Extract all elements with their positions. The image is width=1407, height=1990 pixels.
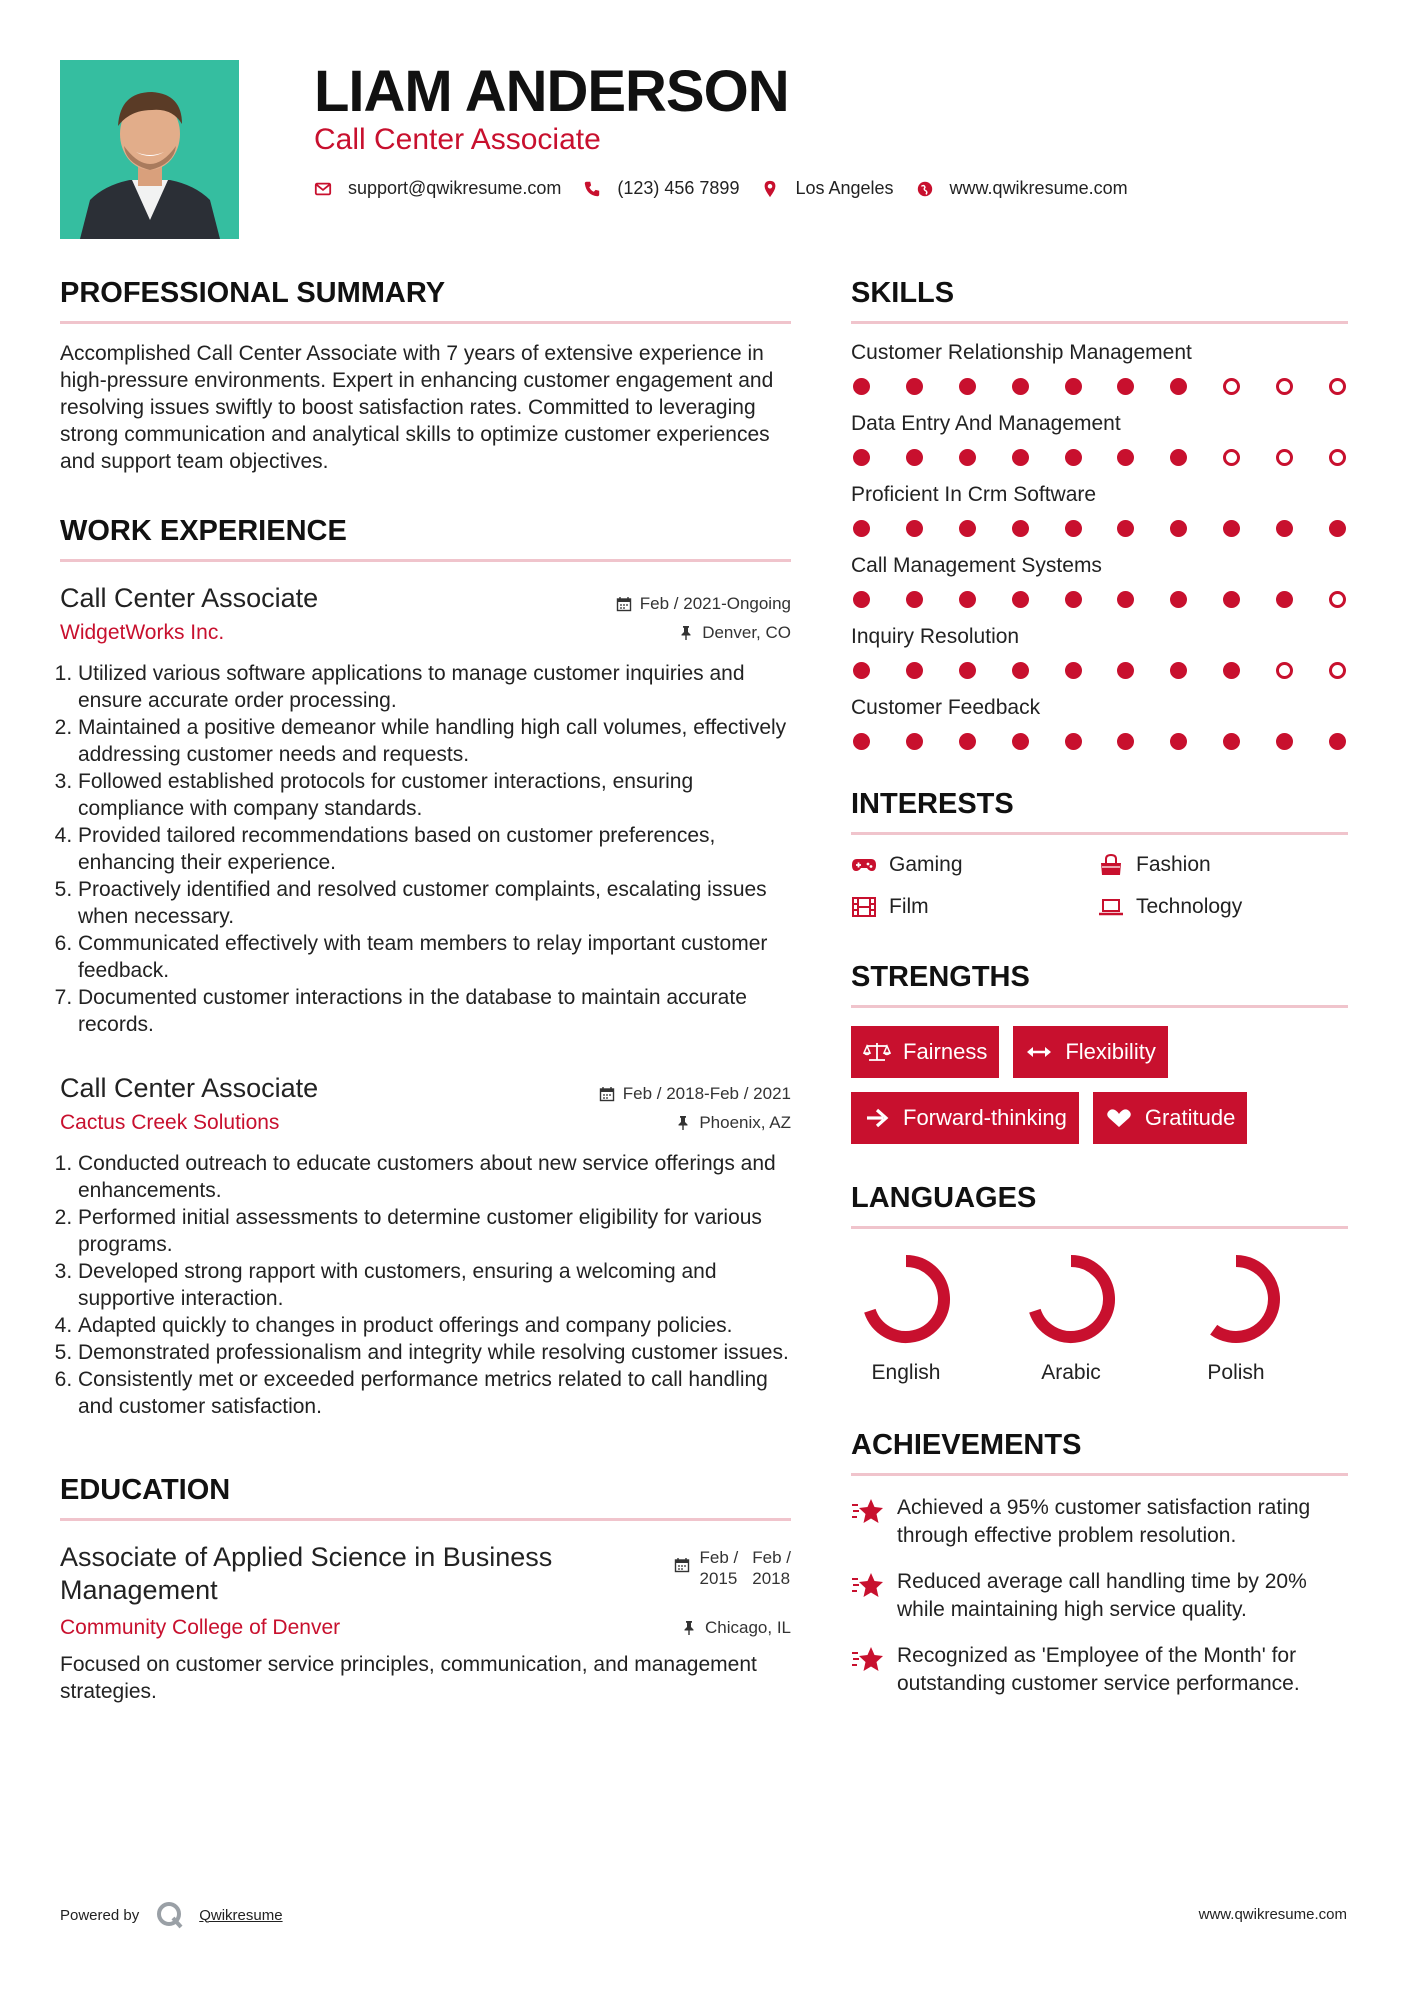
interests-heading: INTERESTS <box>851 786 1348 835</box>
rating-dot-filled <box>1117 733 1134 750</box>
rating-dot-filled <box>1223 591 1240 608</box>
skill-item <box>851 553 1348 608</box>
job-date <box>616 594 791 614</box>
list-item: 1. Utilized various software applications to manage customer inquiries and ensure accurate order processing. <box>78 660 791 714</box>
rating-dot-filled <box>1276 591 1293 608</box>
languages-list <box>851 1249 1348 1385</box>
rating-dot-filled <box>906 378 923 395</box>
start-year: 2015 <box>699 1569 738 1588</box>
heart-icon <box>1105 1107 1133 1129</box>
language-item <box>851 1249 1016 1385</box>
laptop-icon <box>1098 896 1124 918</box>
brand-link[interactable]: Qwikresume <box>199 1906 283 1924</box>
qwikresume-logo-icon <box>155 1900 185 1930</box>
rating-dot-filled <box>1065 520 1082 537</box>
phone-text: (123) 456 7899 <box>617 178 740 198</box>
rating-dot-filled <box>1329 733 1346 750</box>
pushpin-icon <box>681 1620 697 1636</box>
summary-heading: PROFESSIONAL SUMMARY <box>60 275 791 324</box>
job-bullets <box>60 660 791 1038</box>
rating-dot-filled <box>1012 733 1029 750</box>
language-name: English <box>871 1361 941 1384</box>
interest-item <box>1098 853 1348 877</box>
list-item: 4. Adapted quickly to changes in product offerings and company policies. <box>78 1312 791 1339</box>
job-location-text: Phoenix, AZ <box>699 1113 791 1132</box>
language-name: Polish <box>1207 1361 1265 1384</box>
skill-name: Call Management Systems <box>851 554 1102 577</box>
job-date <box>599 1084 791 1104</box>
rating-dot-empty <box>1329 378 1346 395</box>
rating-dot-filled <box>1170 662 1187 679</box>
rating-dot-filled <box>906 591 923 608</box>
language-level-ring <box>1021 1249 1121 1349</box>
rating-dot-filled <box>1329 520 1346 537</box>
job-location <box>678 623 791 643</box>
rating-dot-filled <box>959 378 976 395</box>
rating-dot-empty <box>1223 378 1240 395</box>
strength-label: Flexibility <box>1065 1039 1156 1064</box>
company-name: Cactus Creek Solutions <box>60 1111 280 1134</box>
rating-dot-filled <box>1012 662 1029 679</box>
globe-icon <box>916 180 934 198</box>
start-month: Feb / <box>699 1548 739 1567</box>
rating-dot-filled <box>906 733 923 750</box>
arrows-horizontal-icon <box>1025 1041 1053 1063</box>
gamepad-icon <box>851 854 877 876</box>
job-title: Call Center Associate <box>60 583 319 613</box>
job-date-text: Feb / 2021-Ongoing <box>639 594 791 613</box>
school-location-text: Chicago, IL <box>705 1618 791 1637</box>
language-item <box>1016 1249 1181 1385</box>
interest-label: Fashion <box>1136 853 1211 876</box>
rating-dot-filled <box>853 662 870 679</box>
education-dates <box>674 1547 792 1589</box>
contact-email[interactable] <box>314 178 561 199</box>
rating-dot-filled <box>1117 662 1134 679</box>
rating-dot-filled <box>1170 378 1187 395</box>
calendar-icon <box>599 1086 615 1102</box>
website-text: www.qwikresume.com <box>949 178 1128 198</box>
star-badge-icon <box>851 1496 885 1526</box>
end-month: Feb / <box>752 1548 791 1567</box>
interest-label: Technology <box>1136 895 1243 918</box>
strength-tag <box>1013 1026 1167 1078</box>
language-level-arc <box>1035 1261 1109 1337</box>
envelope-icon <box>314 180 332 198</box>
rating-dot-filled <box>959 733 976 750</box>
rating-dot-filled <box>1223 733 1240 750</box>
rating-dot-empty <box>1329 591 1346 608</box>
rating-dot-filled <box>1065 733 1082 750</box>
list-item: 7. Documented customer interactions in the database to maintain accurate records. <box>78 984 791 1038</box>
job-title: Call Center Associate <box>60 1073 319 1103</box>
rating-dot-empty <box>1329 662 1346 679</box>
list-item: 2. Maintained a positive demeanor while handling high call volumes, effectively addressing customer needs and requests. <box>78 714 791 768</box>
school-location <box>681 1618 791 1638</box>
skill-rating <box>851 733 1348 750</box>
avatar <box>60 60 239 239</box>
achievements-heading: ACHIEVEMENTS <box>851 1427 1348 1476</box>
calendar-icon <box>674 1557 690 1573</box>
map-pin-icon <box>761 180 779 198</box>
job-entry <box>60 1072 791 1420</box>
job-date-text: Feb / 2018-Feb / 2021 <box>622 1084 791 1103</box>
skill-item <box>851 624 1348 679</box>
rating-dot-filled <box>906 662 923 679</box>
skill-rating <box>851 378 1348 395</box>
strengths-list <box>851 1012 1348 1144</box>
rating-dot-filled <box>1065 591 1082 608</box>
achievement-item <box>851 1494 1348 1550</box>
list-item: 6. Communicated effectively with team members to relay important customer feedback. <box>78 930 791 984</box>
interest-label: Gaming <box>889 853 963 876</box>
job-location <box>675 1113 791 1133</box>
phone-icon <box>583 180 601 198</box>
rating-dot-filled <box>1012 378 1029 395</box>
start-date <box>700 1547 739 1589</box>
rating-dot-filled <box>1065 378 1082 395</box>
language-level-arc <box>870 1261 944 1337</box>
strength-tag <box>1093 1092 1248 1144</box>
rating-dot-filled <box>959 449 976 466</box>
email-text: support@qwikresume.com <box>348 178 562 198</box>
rating-dot-empty <box>1276 449 1293 466</box>
rating-dot-filled <box>1012 591 1029 608</box>
skill-item <box>851 411 1348 466</box>
language-level-ring <box>1186 1249 1286 1349</box>
footer-website[interactable]: www.qwikresume.com <box>1198 1906 1347 1923</box>
skill-rating <box>851 662 1348 679</box>
languages-heading: LANGUAGES <box>851 1180 1348 1229</box>
skill-item <box>851 695 1348 750</box>
skill-rating <box>851 449 1348 466</box>
interest-item <box>1098 895 1348 919</box>
summary-text: Accomplished Call Center Associate with 7 years of extensive experience in high-pressure environments. Expert in enhancing customer engagement and resolving issues swiftly to boost satisfaction rates. Committed to leveraging strong communication and analytical skills to optimize customer experiences and support team objectives. <box>60 342 774 473</box>
skill-name: Data Entry And Management <box>851 412 1121 435</box>
rating-dot-empty <box>1276 378 1293 395</box>
interest-item <box>851 895 1098 919</box>
list-item: 5. Demonstrated professionalism and integrity while resolving customer issues. <box>78 1339 791 1366</box>
rating-dot-filled <box>1223 520 1240 537</box>
skills-heading: SKILLS <box>851 275 1348 324</box>
rating-dot-filled <box>906 449 923 466</box>
list-item: 3. Developed strong rapport with customers, ensuring a welcoming and supportive interaction. <box>78 1258 791 1312</box>
skill-name: Customer Relationship Management <box>851 341 1192 364</box>
skill-name: Inquiry Resolution <box>851 625 1020 648</box>
rating-dot-filled <box>1117 591 1134 608</box>
rating-dot-filled <box>1276 733 1293 750</box>
location-text: Los Angeles <box>795 178 894 198</box>
left-column <box>60 275 791 1705</box>
strengths-heading: STRENGTHS <box>851 959 1348 1008</box>
list-item: 6. Consistently met or exceeded performance metrics related to call handling and customer satisfaction. <box>78 1366 791 1420</box>
candidate-title: Call Center Associate <box>314 123 601 156</box>
strength-tag <box>851 1092 1079 1144</box>
rating-dot-filled <box>853 591 870 608</box>
education-description: Focused on customer service principles, communication, and management strategies. <box>60 1653 757 1703</box>
rating-dot-filled <box>853 449 870 466</box>
rating-dot-filled <box>1170 520 1187 537</box>
skill-item <box>851 482 1348 537</box>
shopping-bag-icon <box>1098 854 1124 876</box>
experience-heading: WORK EXPERIENCE <box>60 513 791 562</box>
achievement-text: Achieved a 95% customer satisfaction rating through effective problem resolution. <box>897 1496 1311 1547</box>
rating-dot-filled <box>853 520 870 537</box>
strength-label: Gratitude <box>1144 1105 1236 1130</box>
skill-rating <box>851 591 1348 608</box>
contact-bar <box>314 178 1150 199</box>
balance-scale-icon <box>863 1041 891 1063</box>
rating-dot-filled <box>1170 591 1187 608</box>
rating-dot-filled <box>959 662 976 679</box>
job-location-text: Denver, CO <box>702 623 791 642</box>
company-name: WidgetWorks Inc. <box>60 621 225 644</box>
rating-dot-filled <box>1117 449 1134 466</box>
skill-name: Proficient In Crm Software <box>851 483 1097 506</box>
language-level-ring <box>856 1249 956 1349</box>
arrow-right-icon <box>863 1107 891 1129</box>
skill-rating <box>851 520 1348 537</box>
contact-location <box>761 178 893 199</box>
right-column <box>851 275 1348 1698</box>
rating-dot-filled <box>1223 662 1240 679</box>
skills-list <box>851 340 1348 750</box>
rating-dot-filled <box>1012 520 1029 537</box>
rating-dot-filled <box>853 378 870 395</box>
rating-dot-filled <box>959 520 976 537</box>
skill-item <box>851 340 1348 395</box>
list-item: 5. Proactively identified and resolved customer complaints, escalating issues when necessary. <box>78 876 791 930</box>
contact-website[interactable] <box>916 178 1128 199</box>
interests-list <box>851 853 1348 919</box>
list-item: 3. Followed established protocols for customer interactions, ensuring compliance with company standards. <box>78 768 791 822</box>
rating-dot-filled <box>1117 520 1134 537</box>
pushpin-icon <box>675 1115 691 1131</box>
rating-dot-empty <box>1223 449 1240 466</box>
contact-phone[interactable] <box>583 178 739 199</box>
rating-dot-filled <box>1276 520 1293 537</box>
strength-label: Fairness <box>903 1039 988 1064</box>
rating-dot-filled <box>1170 449 1187 466</box>
film-icon <box>851 896 877 918</box>
list-item: 4. Provided tailored recommendations based on customer preferences, enhancing their experience. <box>78 822 791 876</box>
rating-dot-filled <box>853 733 870 750</box>
rating-dot-empty <box>1276 662 1293 679</box>
profile-photo <box>60 60 239 239</box>
achievement-text: Recognized as 'Employee of the Month' for outstanding customer service performance. <box>897 1644 1300 1695</box>
interest-label: Film <box>889 895 929 918</box>
degree-title: Associate of Applied Science in Business Management <box>60 1542 553 1605</box>
rating-dot-filled <box>1170 733 1187 750</box>
skill-name: Customer Feedback <box>851 696 1041 719</box>
rating-dot-filled <box>906 520 923 537</box>
rating-dot-filled <box>1065 662 1082 679</box>
list-item: 2. Performed initial assessments to determine customer eligibility for various programs. <box>78 1204 791 1258</box>
end-date <box>752 1547 791 1589</box>
education-entry <box>60 1541 791 1607</box>
calendar-icon <box>616 596 632 612</box>
achievement-item <box>851 1568 1348 1624</box>
candidate-name: LIAM ANDERSON <box>314 59 789 124</box>
achievement-item <box>851 1642 1348 1698</box>
end-year: 2018 <box>752 1569 791 1588</box>
rating-dot-filled <box>959 591 976 608</box>
rating-dot-empty <box>1329 449 1346 466</box>
star-badge-icon <box>851 1570 885 1600</box>
powered-by-text: Powered by <box>60 1906 140 1924</box>
interest-item <box>851 853 1098 877</box>
strength-tag <box>851 1026 999 1078</box>
list-item: 1. Conducted outreach to educate customers about new service offerings and enhancements. <box>78 1150 791 1204</box>
school-name: Community College of Denver <box>60 1616 341 1639</box>
star-badge-icon <box>851 1644 885 1674</box>
job-bullets <box>60 1150 791 1420</box>
footer-powered-by <box>60 1900 283 1930</box>
job-entry <box>60 582 791 1038</box>
rating-dot-filled <box>1065 449 1082 466</box>
pushpin-icon <box>678 625 694 641</box>
strength-label: Forward-thinking <box>903 1105 1067 1130</box>
achievement-text: Reduced average call handling time by 20% while maintaining high service quality. <box>897 1570 1307 1621</box>
rating-dot-filled <box>1117 378 1134 395</box>
language-level-arc <box>1214 1261 1274 1337</box>
language-name: Arabic <box>1041 1361 1101 1384</box>
language-item <box>1181 1249 1346 1385</box>
education-heading: EDUCATION <box>60 1472 791 1521</box>
achievements-list <box>851 1494 1348 1698</box>
rating-dot-filled <box>1012 449 1029 466</box>
